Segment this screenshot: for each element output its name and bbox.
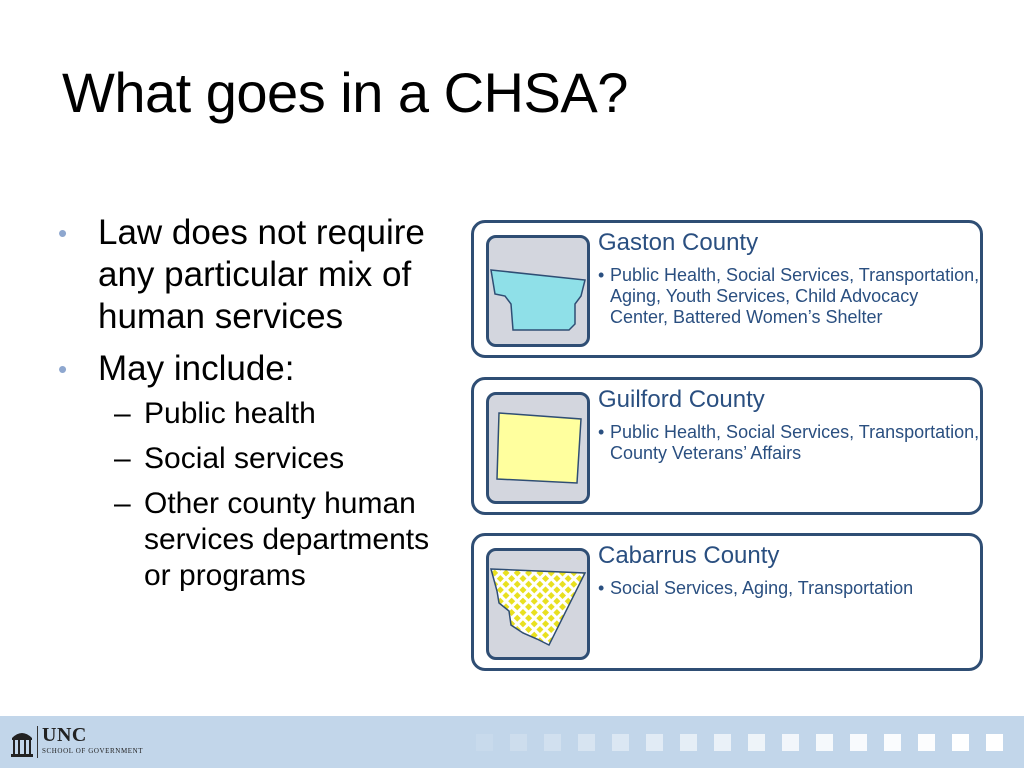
bullet-text: May include:	[98, 349, 295, 388]
dash-icon: –	[114, 397, 131, 430]
county-name: Guilford County	[598, 386, 765, 413]
decor-square	[986, 734, 1003, 751]
sub-bullet-text: Other county human services departments or programs	[144, 487, 430, 592]
county-map	[486, 235, 590, 347]
services-text: Social Services, Aging, Transportation	[610, 578, 914, 598]
county-card-guilford	[471, 377, 983, 515]
decor-square	[952, 734, 969, 751]
dash-icon: –	[114, 487, 131, 520]
bullet-item	[58, 348, 458, 390]
county-services	[598, 422, 980, 464]
decor-square	[680, 734, 697, 751]
sub-bullet-text: Public health	[144, 397, 316, 430]
county-name: Gaston County	[598, 229, 759, 256]
sub-bullet-text: Social services	[144, 442, 345, 475]
decor-square	[578, 734, 595, 751]
county-services	[598, 265, 980, 328]
county-map	[486, 392, 590, 504]
logo-divider	[37, 726, 38, 758]
logo-unc-text: UNC	[42, 724, 87, 746]
county-services	[598, 578, 980, 599]
old-well-logo-icon	[10, 728, 34, 758]
bullet-dot-icon: •	[58, 354, 68, 384]
decor-square	[476, 734, 493, 751]
sub-bullet-item	[58, 486, 458, 594]
bullet-dot-icon: •	[598, 578, 605, 598]
decor-square	[544, 734, 561, 751]
sub-bullet-item	[58, 396, 458, 432]
services-text: Public Health, Social Services, Transportation, County Veterans’ Affairs	[610, 422, 980, 463]
county-map	[486, 548, 590, 660]
dash-icon: –	[114, 442, 131, 475]
decor-square	[816, 734, 833, 751]
logo-subtitle: SCHOOL OF GOVERNMENT	[42, 747, 144, 755]
county-name: Cabarrus County	[598, 542, 780, 569]
sub-bullet-item	[58, 441, 458, 477]
decor-square	[714, 734, 731, 751]
gaston-county-map-icon	[489, 238, 587, 344]
decor-square	[646, 734, 663, 751]
decor-square	[510, 734, 527, 751]
bullet-dot-icon: •	[58, 218, 68, 248]
guilford-county-map-icon	[489, 395, 587, 501]
decor-square	[748, 734, 765, 751]
sub-bullet-list	[58, 396, 458, 594]
bullet-dot-icon: •	[598, 265, 605, 285]
bullet-dot-icon: •	[598, 422, 605, 442]
cabarrus-county-map-icon	[489, 551, 587, 657]
county-card-cabarrus	[471, 533, 983, 671]
slide-title: What goes in a CHSA?	[62, 61, 628, 124]
decor-square	[884, 734, 901, 751]
services-text: Public Health, Social Services, Transportation, Aging, Youth Services, Child Advocacy Center, Battered Women’s Shelter	[610, 265, 980, 327]
decor-square	[850, 734, 867, 751]
decor-square	[918, 734, 935, 751]
bullet-list	[58, 212, 458, 603]
decor-square	[612, 734, 629, 751]
bullet-item	[58, 212, 458, 338]
bullet-text: Law does not require any particular mix of human services	[98, 213, 425, 336]
decor-square	[782, 734, 799, 751]
county-card-gaston	[471, 220, 983, 358]
